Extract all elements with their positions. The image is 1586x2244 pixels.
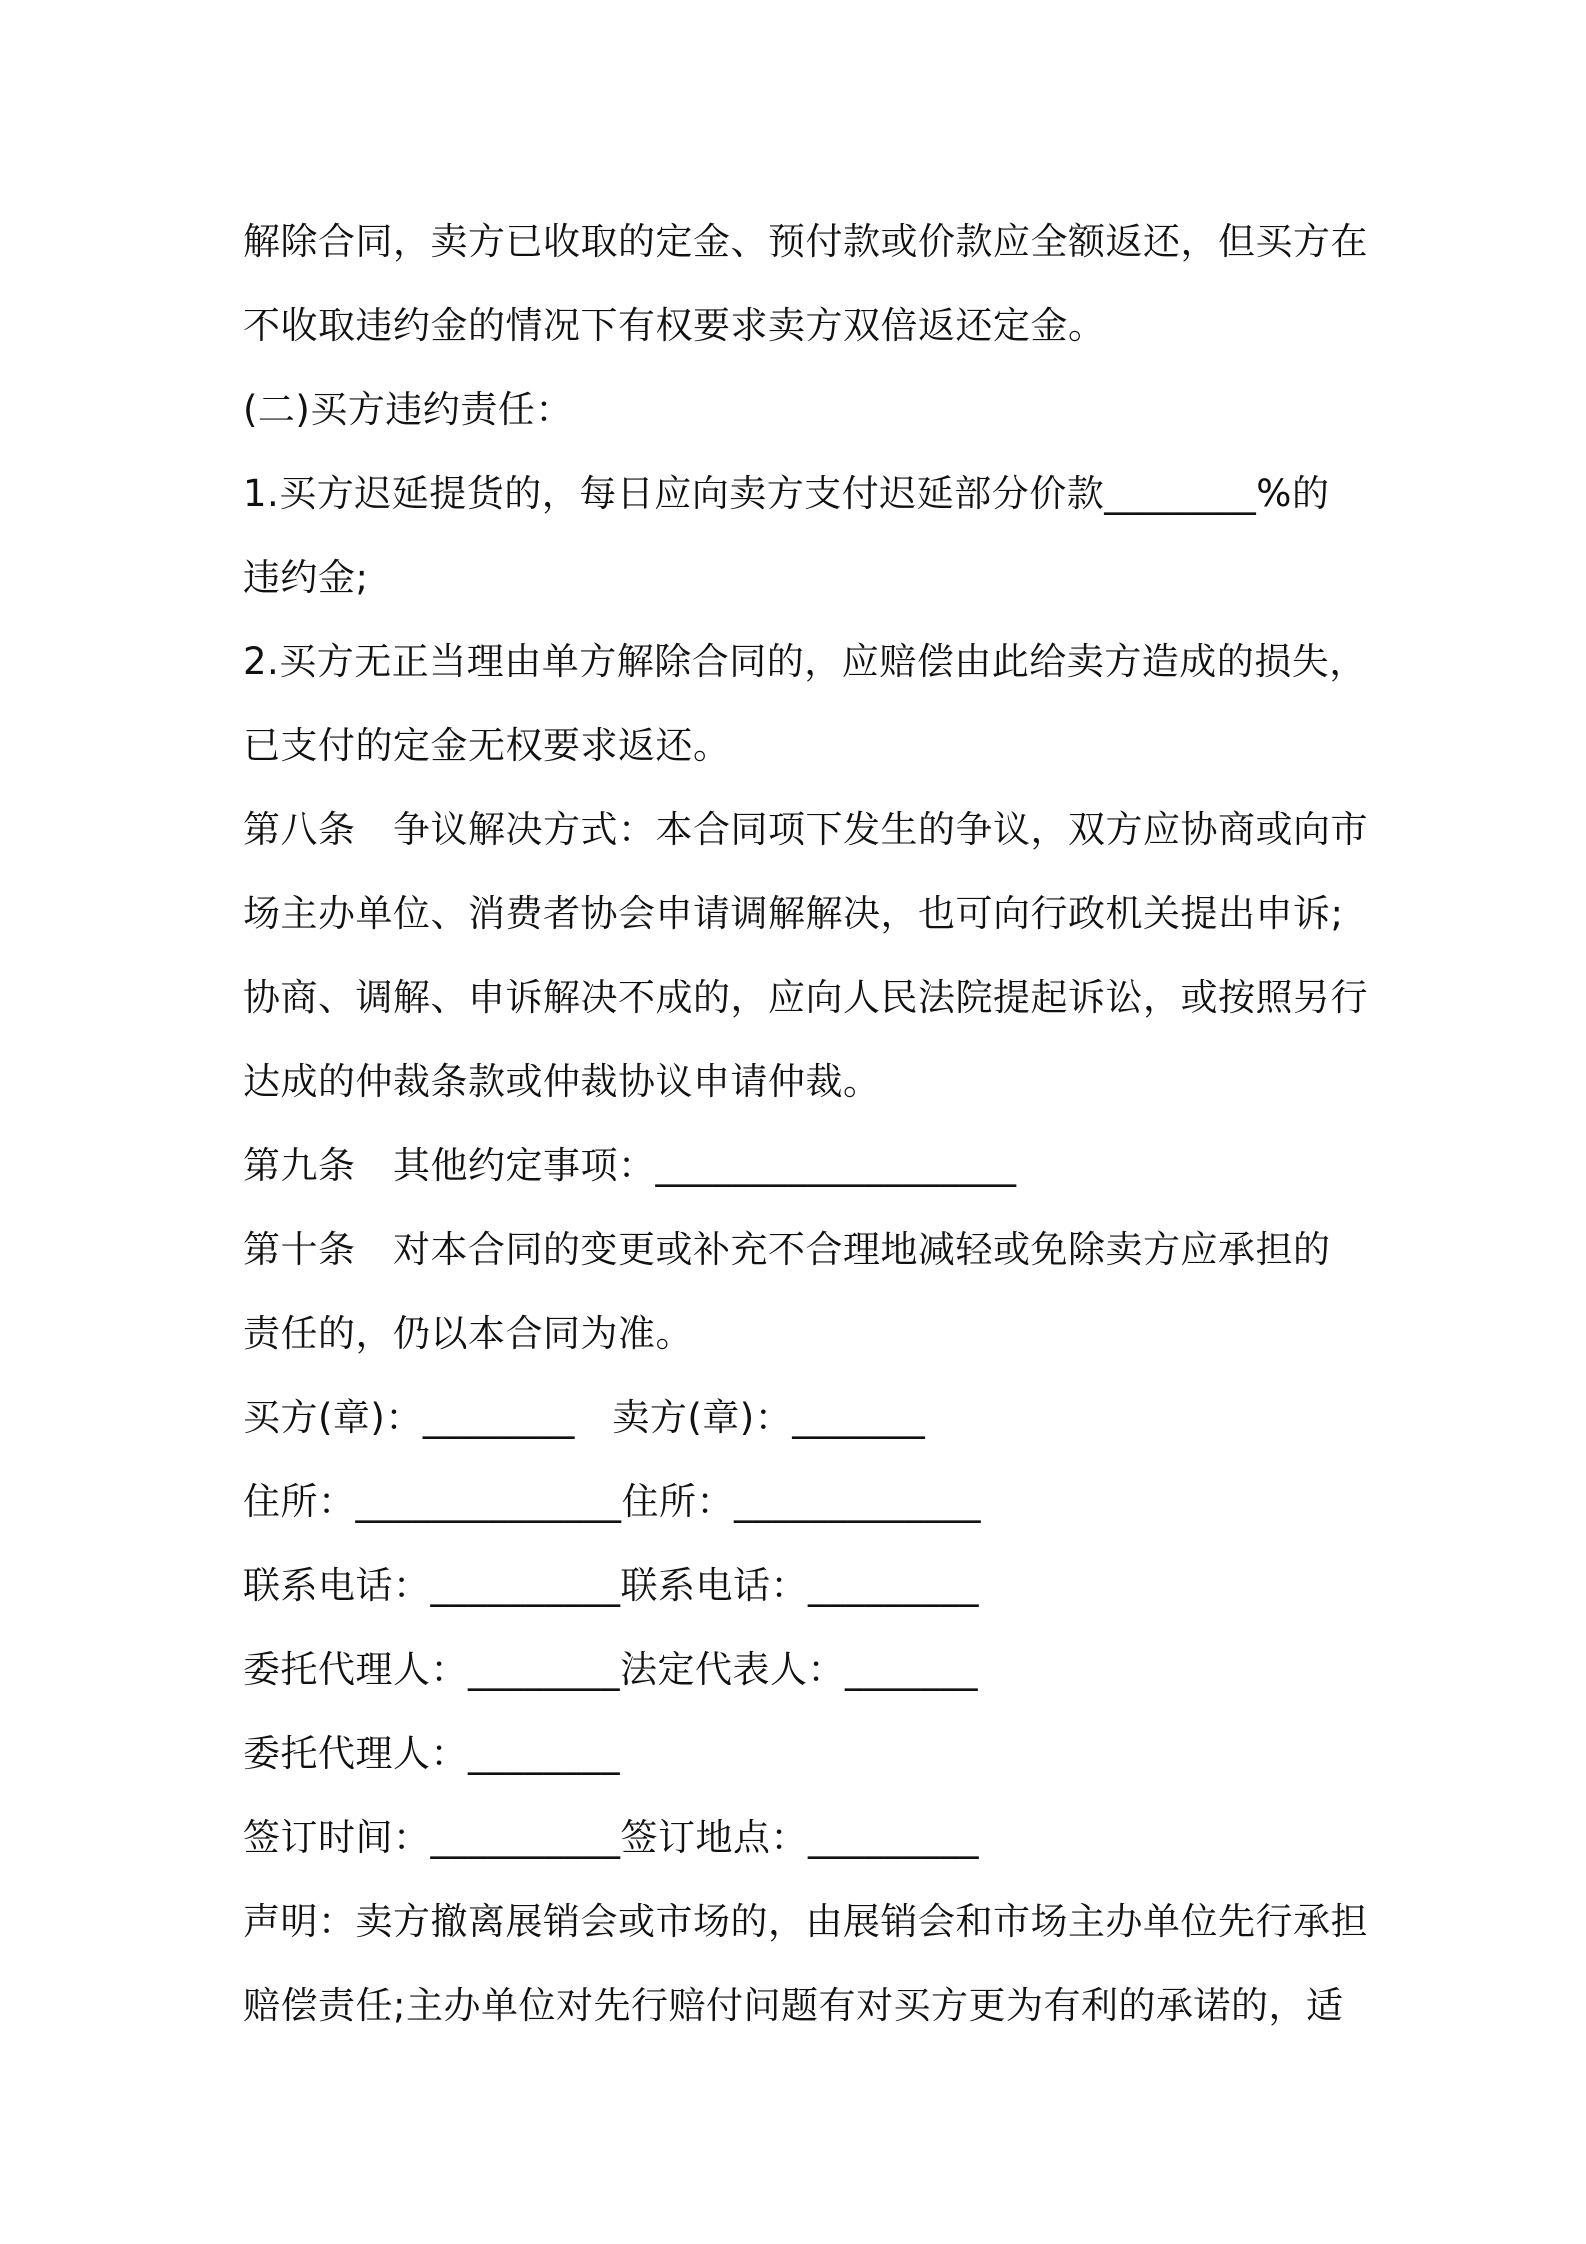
signature-date-place-line: 签订时间：__________签订地点：_________ [243,1816,979,1859]
signature-address-line: 住所：______________住所：_____________ [243,1480,981,1523]
text-line: 责任的，仍以本合同为准。 [243,1312,693,1355]
signature-agent-line: 委托代理人：________ [243,1732,620,1775]
text-line: 赔偿责任;主办单位对先行赔付问题有对买方更为有利的承诺的，适 [243,1984,1344,2027]
statement-line: 声明：卖方撤离展销会或市场的，由展销会和市场主办单位先行承担 [243,1900,1368,1943]
document-body [243,200,1368,2048]
text-line: 协商、调解、申诉解决不成的，应向人民法院提起诉讼，或按照另行 [243,976,1368,1019]
section-heading: (二)买方违约责任： [243,388,573,431]
text-line: 1.买方迟延提货的，每日应向卖方支付迟延部分价款________%的 [243,472,1330,515]
text-line: 场主办单位、消费者协会申请调解解决，也可向行政机关提出申诉; [243,892,1344,935]
article-9-line: 第九条 其他约定事项：___________________ [243,1144,1017,1187]
text-line: 违约金; [243,556,369,599]
signature-agent-line: 委托代理人：________法定代表人：_______ [243,1648,978,1691]
text-line: 已支付的定金无权要求返还。 [243,724,731,767]
text-line: 不收取违约金的情况下有权要求卖方双倍返还定金。 [243,304,1106,347]
text-line: 达成的仲裁条款或仲裁协议申请仲裁。 [243,1060,881,1103]
signature-party-line: 买方(章)：________ 卖方(章)：_______ [243,1396,926,1439]
text-line: 2.买方无正当理由单方解除合同的，应赔偿由此给卖方造成的损失， [243,640,1367,683]
signature-phone-line: 联系电话：__________联系电话：_________ [243,1564,979,1607]
text-line: 解除合同，卖方已收取的定金、预付款或价款应全额返还，但买方在 [243,220,1368,263]
article-8-line: 第八条 争议解决方式：本合同项下发生的争议，双方应协商或向市 [243,808,1368,851]
article-10-line: 第十条 对本合同的变更或补充不合理地减轻或免除卖方应承担的 [243,1228,1331,1271]
